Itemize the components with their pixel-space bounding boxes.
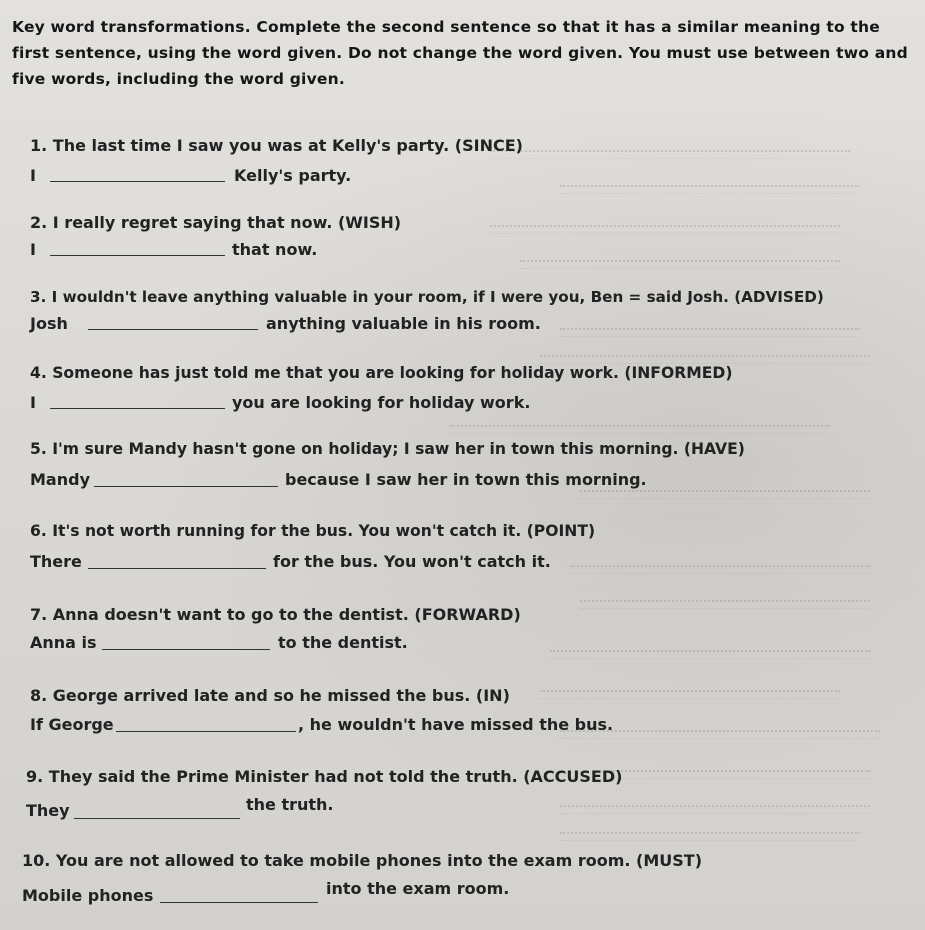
show-through-line (560, 328, 860, 337)
answer-blank-2[interactable] (50, 255, 225, 256)
question-9: 9. They said the Prime Minister had not told the truth. (ACCUSED) (26, 767, 623, 786)
show-through-line (550, 650, 870, 659)
show-through-line (540, 690, 840, 699)
answer-suffix-4: you are looking for holiday work. (232, 393, 531, 412)
question-7: 7. Anna doesn't want to go to the dentist. (FORWARD) (30, 605, 521, 624)
answer-blank-6[interactable] (88, 568, 266, 569)
question-2: 2. I really regret saying that now. (WISH) (30, 213, 402, 232)
show-through-line (540, 355, 870, 364)
question-1: 1. The last time I saw you was at Kelly's party. (SINCE) (30, 136, 523, 155)
show-through-line (560, 185, 860, 194)
question-8: 8. George arrived late and so he missed the bus. (IN) (30, 686, 510, 705)
question-3: 3. I wouldn't leave anything valuable in your room, if I were you, Ben = said Josh. (ADVISED) (30, 288, 824, 306)
answer-prefix-4: I (30, 393, 36, 412)
answer-suffix-2: that now. (232, 240, 318, 259)
show-through-line (610, 770, 870, 779)
question-6: 6. It's not worth running for the bus. You won't catch it. (POINT) (30, 522, 596, 540)
answer-prefix-7: Anna is (30, 633, 97, 652)
answer-suffix-3: anything valuable in his room. (266, 314, 541, 333)
question-5: 5. I'm sure Mandy hasn't gone on holiday; I saw her in town this morning. (HAVE) (30, 440, 745, 458)
answer-blank-10[interactable] (160, 902, 318, 903)
show-through-line (560, 832, 860, 841)
answer-prefix-6: There (30, 552, 82, 571)
answer-blank-9[interactable] (74, 818, 240, 819)
answer-blank-8[interactable] (116, 731, 296, 732)
answer-prefix-5: Mandy (30, 470, 90, 489)
show-through-line (580, 600, 870, 609)
answer-prefix-10: Mobile phones (22, 886, 154, 905)
show-through-line (580, 490, 870, 499)
answer-suffix-8: , he wouldn't have missed the bus. (298, 715, 614, 734)
instructions: Key word transformations. Complete the second sentence so that it has a similar meaning to the first sentence, using the word given. Do not change the word given. You must use between two and five words, including the word given. (12, 18, 908, 88)
answer-blank-3[interactable] (88, 329, 258, 330)
show-through-line (520, 260, 840, 269)
answer-prefix-3: Josh (30, 314, 68, 333)
question-10: 10. You are not allowed to take mobile phones into the exam room. (MUST) (22, 851, 703, 870)
answer-suffix-7: to the dentist. (278, 633, 408, 652)
answer-prefix-9: They (26, 801, 70, 820)
answer-prefix-8: If George (30, 715, 114, 734)
answer-suffix-9: the truth. (246, 795, 334, 814)
answer-blank-5[interactable] (94, 486, 278, 487)
answer-suffix-5: because I saw her in town this morning. (285, 470, 647, 489)
answer-blank-7[interactable] (102, 649, 270, 650)
question-4: 4. Someone has just told me that you are looking for holiday work. (INFORMED) (30, 364, 733, 382)
show-through-line (560, 805, 870, 814)
show-through-line (490, 225, 840, 234)
show-through-line (570, 565, 870, 574)
answer-prefix-1: I (30, 166, 36, 185)
answer-suffix-6: for the bus. You won't catch it. (273, 552, 551, 571)
answer-blank-1[interactable] (50, 181, 225, 182)
show-through-line (450, 425, 830, 434)
answer-suffix-1: Kelly's party. (234, 166, 352, 185)
show-through-line (490, 150, 850, 159)
answer-blank-4[interactable] (50, 408, 225, 409)
answer-suffix-10: into the exam room. (326, 879, 510, 898)
answer-prefix-2: I (30, 240, 36, 259)
